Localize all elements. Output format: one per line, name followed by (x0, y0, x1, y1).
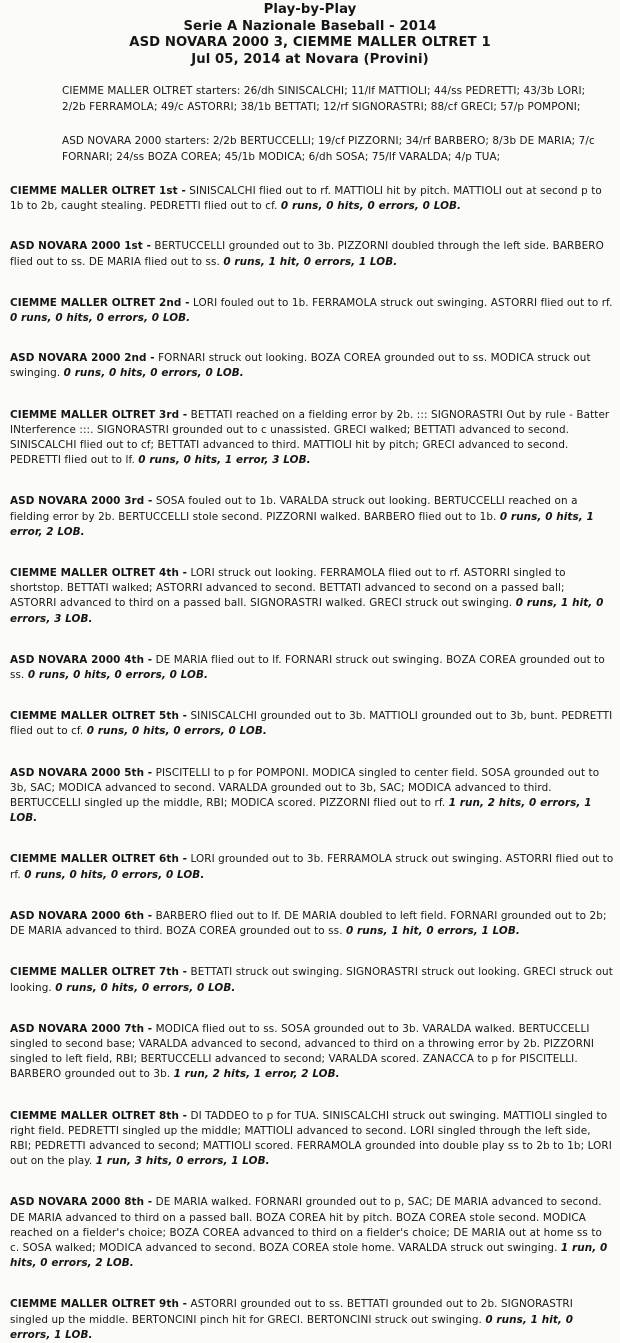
inning-summary: 0 runs, 1 hit, 0 errors, 1 LOB. (223, 255, 398, 268)
inning-7-top (10, 965, 614, 995)
inning-team-label: CIEMME MALLER OLTRET 9th - (10, 1298, 188, 1311)
inning-summary: 0 runs, 0 hits, 0 errors, 0 LOB. (86, 725, 267, 738)
innings-list (10, 184, 614, 1343)
inning-summary: 1 run, 2 hits, 0 errors, 1 LOB. (10, 797, 592, 825)
inning-team-label: ASD NOVARA 2000 7th - (10, 1022, 153, 1035)
inning-team-label: CIEMME MALLER OLTRET 2nd - (10, 296, 190, 309)
inning-team-label: ASD NOVARA 2000 5th - (10, 766, 153, 779)
inning-2-top (10, 296, 614, 326)
inning-summary: 1 run, 3 hits, 0 errors, 1 LOB. (95, 1155, 270, 1168)
inning-team-label: CIEMME MALLER OLTRET 3rd - (10, 408, 188, 421)
home-starters: ASD NOVARA 2000 starters: 2/2b BERTUCCELLI; 19/cf PIZZORNI; 34/rf BARBERO; 8/3b DE MARIA; 7/c FORNARI; 24/ss BOZA COREA; 45/1b MODICA; 6/dh SOSA; 75/lf VARALDA; 4/p TUA; (62, 135, 595, 163)
game-date-location: Jul 05, 2014 at Novara (Provini) (191, 51, 429, 67)
inning-summary: 0 runs, 1 hit, 0 errors, 1 LOB. (346, 925, 520, 938)
inning-team-label: ASD NOVARA 2000 4th - (10, 653, 153, 666)
inning-4-top (10, 566, 614, 627)
inning-team-label: CIEMME MALLER OLTRET 4th - (10, 567, 188, 580)
inning-play-text: BARBERO flied out to lf. DE MARIA doubled to left field. FORNARI grounded out to 2b; DE MARIA advanced to third. BOZA COREA grounded out to ss. (10, 909, 607, 938)
inning-team-label: ASD NOVARA 2000 8th - (10, 1196, 153, 1209)
inning-7-bottom (10, 1022, 614, 1083)
inning-team-label: CIEMME MALLER OLTRET 1st - (10, 185, 186, 197)
inning-play-text: SINISCALCHI flied out to rf. MATTIOLI hit by pitch. MATTIOLI out at second p to 1b to 2b, caught stealing. PEDRETTI flied out to cf. (10, 185, 602, 213)
inning-play-text: FORNARI struck out looking. BOZA COREA grounded out to ss. MODICA struck out swinging. (10, 352, 591, 380)
inning-2-bottom (10, 351, 614, 381)
inning-play-text: DE MARIA walked. FORNARI grounded out to p, SAC; DE MARIA advanced to second. DE MARIA advanced to third on a passed ball. BOZA COREA hit by pitch. BOZA COREA stole second. MODICA reached on a fielder's choice; BOZA COREA advanced to third on a fielder's choice; DE MARIA out at home ss to c. SOSA walked; MODICA advanced to second. BOZA COREA stole home. VARALDA struck out swinging. (10, 1196, 602, 1254)
inning-play-text: SINISCALCHI grounded out to 3b. MATTIOLI grounded out to 3b, bunt. PEDRETTI flied out to cf. (10, 710, 613, 738)
inning-team-label: ASD NOVARA 2000 2nd - (10, 352, 155, 365)
inning-1-top (10, 184, 614, 214)
inning-play-text: ASTORRI grounded out to ss. BETTATI grounded out to 2b. SIGNORASTRI singled up the middle. BERTONCINI pinch hit for GRECI. BERTONCINI struck out swinging. (10, 1298, 573, 1326)
inning-play-text: LORI grounded out to 3b. FERRAMOLA struck out swinging. ASTORRI flied out to rf. (10, 853, 614, 881)
starters-section (62, 84, 612, 165)
report-title: Play-by-Play (263, 2, 357, 17)
inning-play-text: DE MARIA flied out to lf. FORNARI struck out swinging. BOZA COREA grounded out to ss. (10, 653, 605, 682)
inning-summary: 0 runs, 0 hits, 0 errors, 0 LOB. (280, 200, 462, 213)
report-header (0, 0, 620, 68)
inning-summary: 0 runs, 1 hit, 0 errors, 3 LOB. (10, 597, 604, 625)
inning-summary: 0 runs, 1 hit, 0 errors, 1 LOB. (10, 1313, 574, 1341)
inning-9-top (10, 1297, 614, 1343)
inning-summary: 0 runs, 0 hits, 0 errors, 0 LOB. (10, 312, 191, 325)
inning-4-bottom (10, 653, 614, 683)
inning-8-bottom (10, 1195, 614, 1271)
inning-play-text: BETTATI reached on a fielding error by 2b. ::: SIGNORASTRI Out by rule - Batter INterference :::. SIGNORASTRI grounded out to c unassisted. GRECI walked; BETTATI advanced to second. SINISCALCHI flied out to cf; BETTATI advanced to third. MATTIOLI hit by pitch; GRECI advanced to second. PEDRETTI flied out to lf. (10, 408, 610, 467)
inning-play-text: LORI struck out looking. FERRAMOLA flied out to rf. ASTORRI singled to shortstop. BETTATI walked; ASTORRI advanced to second. BETTATI advanced to second on a passed ball; ASTORRI advanced to third on a passed ball. SIGNORASTRI walked. GRECI struck out swinging. (10, 567, 566, 610)
inning-team-label: CIEMME MALLER OLTRET 5th - (10, 710, 188, 723)
inning-summary: 1 run, 2 hits, 1 error, 2 LOB. (173, 1068, 340, 1081)
inning-6-bottom (10, 909, 614, 939)
inning-summary: 0 runs, 0 hits, 1 error, 3 LOB. (138, 454, 311, 467)
visitor-starters: CIEMME MALLER OLTRET starters: 26/dh SINISCALCHI; 11/lf MATTIOLI; 44/ss PEDRETTI; 43/3b LORI; 2/2b FERRAMOLA; 49/c ASTORRI; 38/1b BETTATI; 12/rf SIGNORASTRI; 88/cf GRECI; 57/p POMPONI; (62, 85, 586, 113)
inning-play-text: PISCITELLI to p for POMPONI. MODICA singled to center field. SOSA grounded out to 3b, SAC; MODICA advanced to second. VARALDA grounded out to 3b, SAC; MODICA advanced to third. BERTUCCELLI singled up the middle, RBI; MODICA scored. PIZZORNI flied out to rf. (10, 766, 600, 810)
inning-play-text: DI TADDEO to p for TUA. SINISCALCHI struck out swinging. MATTIOLI singled to right field. PEDRETTI singled up the middle; MATTIOLI advanced to second. LORI singled through the left side, RBI; PEDRETTI advanced to second; MATTIOLI scored. FERRAMOLA grounded into double play ss to 2b to 1b; LORI out on the play. (10, 1109, 612, 1168)
inning-summary: 0 runs, 0 hits, 0 errors, 0 LOB. (24, 868, 205, 881)
inning-summary: 0 runs, 0 hits, 1 error, 2 LOB. (10, 510, 594, 538)
inning-summary: 0 runs, 0 hits, 0 errors, 0 LOB. (27, 669, 209, 682)
inning-team-label: CIEMME MALLER OLTRET 8th - (10, 1109, 188, 1122)
inning-summary: 1 run, 0 hits, 0 errors, 2 LOB. (10, 1241, 608, 1270)
inning-play-text: SOSA fouled out to 1b. VARALDA struck out looking. BERTUCCELLI reached on a fielding error by 2b. BERTUCCELLI stole second. PIZZORNI walked. BARBERO flied out to 1b. (10, 495, 578, 523)
inning-8-top (10, 1109, 614, 1170)
inning-play-text: LORI fouled out to 1b. FERRAMOLA struck out swinging. ASTORRI flied out to rf. (189, 296, 613, 309)
inning-summary: 0 runs, 0 hits, 0 errors, 0 LOB. (55, 981, 236, 994)
inning-6-top (10, 852, 614, 882)
league-title: Serie A Nazionale Baseball - 2014 (183, 18, 437, 34)
inning-team-label: ASD NOVARA 2000 3rd - (10, 495, 153, 508)
inning-team-label: ASD NOVARA 2000 1st - (10, 240, 152, 253)
inning-team-label: ASD NOVARA 2000 6th - (10, 909, 153, 922)
inning-play-text: MODICA flied out to ss. SOSA grounded out to 3b. VARALDA walked. BERTUCCELLI singled to second base; VARALDA advanced to second, advanced to third on a throwing error by 2b. PIZZORNI singled to left field, RBI; BERTUCCELLI advanced to second; VARALDA scored. ZANACCA to p for PISCITELLI. BARBERO grounded out to 3b. (10, 1022, 595, 1081)
inning-play-text: BERTUCCELLI grounded out to 3b. PIZZORNI doubled through the left side. BARBERO flied out to ss. DE MARIA flied out to ss. (10, 240, 604, 268)
inning-team-label: CIEMME MALLER OLTRET 6th - (10, 853, 188, 866)
inning-3-top (10, 408, 614, 469)
inning-team-label: CIEMME MALLER OLTRET 7th - (10, 966, 188, 979)
inning-5-top (10, 709, 614, 739)
inning-1-bottom (10, 239, 614, 269)
inning-summary: 0 runs, 0 hits, 0 errors, 0 LOB. (63, 367, 244, 380)
inning-3-bottom (10, 494, 614, 540)
game-matchup: ASD NOVARA 2000 3, CIEMME MALLER OLTRET 1 (129, 35, 491, 50)
inning-play-text: BETTATI struck out swinging. SIGNORASTRI struck out looking. GRECI struck out looking. (10, 966, 613, 994)
inning-5-bottom (10, 766, 614, 827)
